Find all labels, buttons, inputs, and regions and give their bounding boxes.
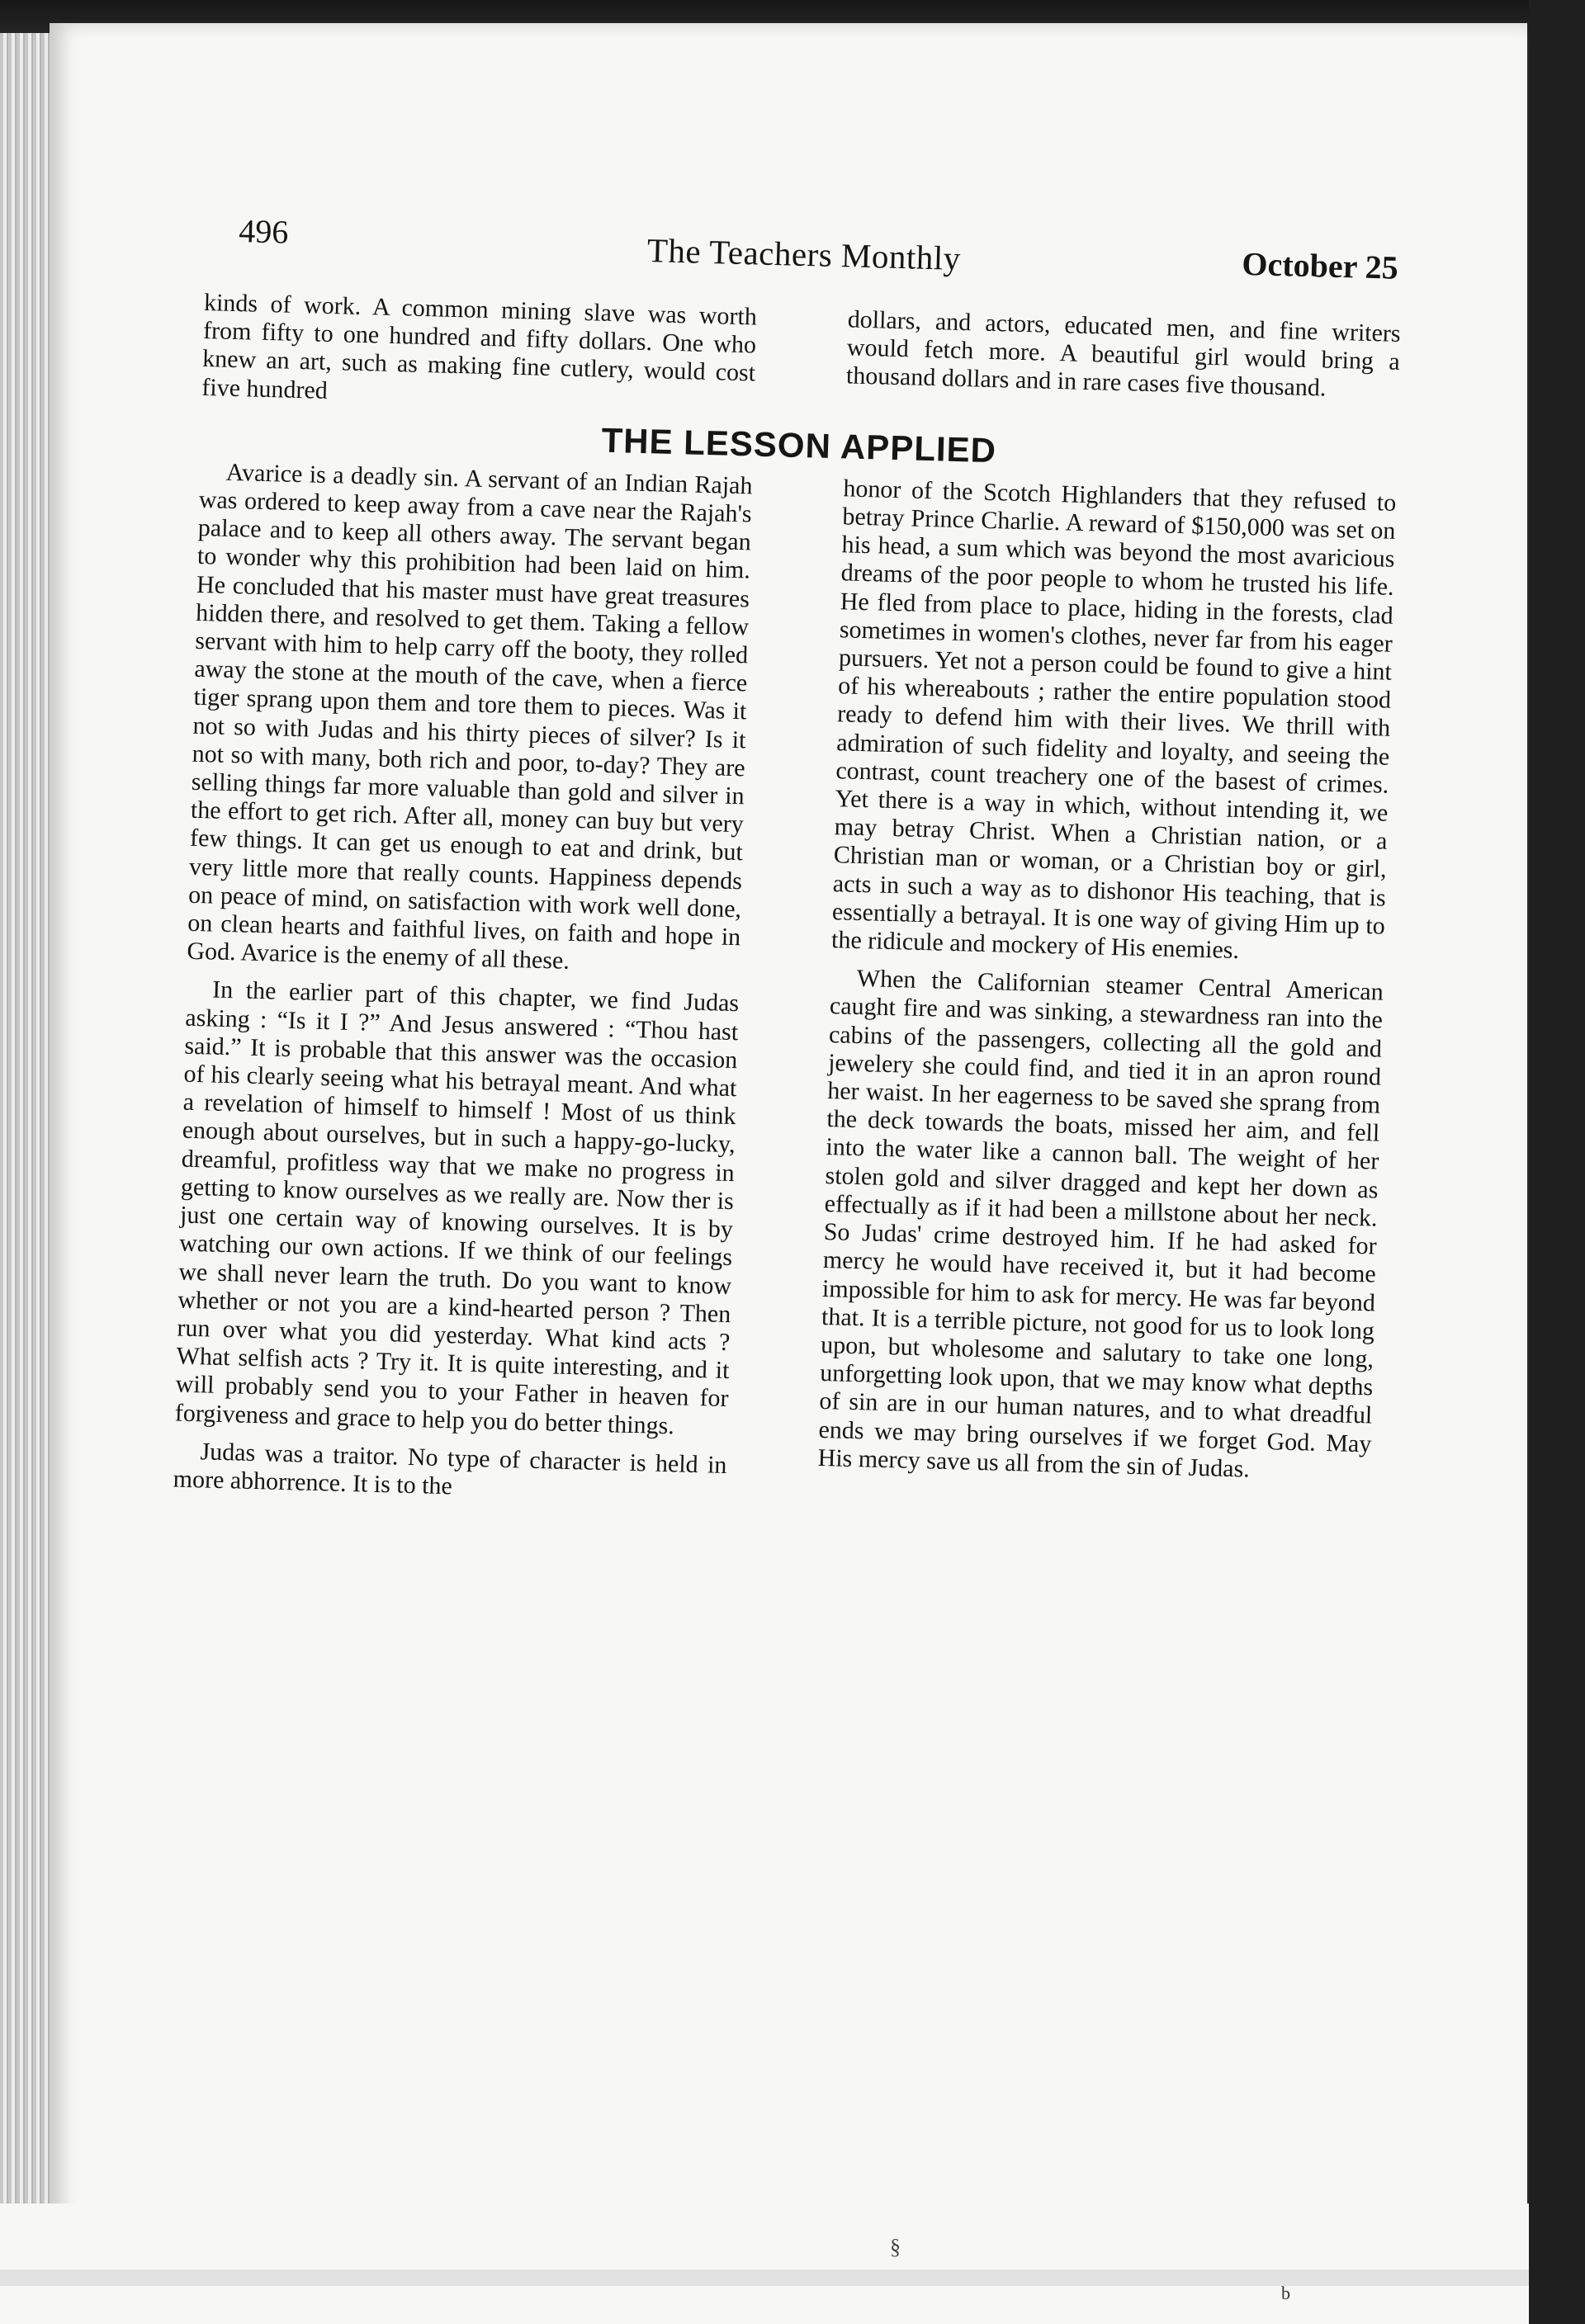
page-bottom-strip xyxy=(0,2204,1585,2324)
paragraph: Judas was a traitor. No type of character is held in more abhorrence. It is to the xyxy=(173,1438,727,1500)
paragraph: Avarice is a deadly sin. A servant of an Indian Rajah was ordered to keep away from a cave near the Rajah's palace and to keep all others away. The servant began to wonder why this prohibition had been laid on him. He concluded that his master must have great treasures hidden there, and resolved to get them. Taking a fellow servant with him to help carry off the booty, they rolled away the stone at the mouth of the cave, when a fierce tiger sprang upon them and tore them to pieces. Was it not so with Judas and his thirty pieces of silver? Is it not so with many, both rich and poor, to-day? They are selling things far more valuable than gold and silver in the effort to get rich. After all, money can buy but very few things. It can get us enough to eat and drink, but very little more that really counts. Happiness depends on peace of mind, on satisfaction with work well done, on clean hearts and faithful lives, on faith and hope in God. Avarice is the enemy of all these. xyxy=(187,458,753,975)
left-column xyxy=(173,458,753,1508)
page-content xyxy=(158,210,1403,2081)
paragraph: When the Californian steamer Central American caught fire and was sinking, a stewardness ran into the cabins of the passengers, collecting all the gold and jewelery she could find, and tied it in an apron round her waist. In her eagerness to be saved she sprang from the deck towards the boats, missed her aim, and fell into the water like a cannon ball. The weight of her stolen gold and silver dragged and kept her down as effectually as if it had been a millstone about her neck. So Judas' crime destroyed him. If he had asked for mercy he would have received it, but it had become impossible for him to ask for mercy. He was far beyond that. It is a terrible picture, not good for us to look long upon, but wholesome and salutary to take one long, unforgetting look upon, that we may know what depths of sin are in our human natures, and to what dreadful ends we may bring ourselves if we forget God. May His mercy save us all from the sin of Judas. xyxy=(817,965,1384,1483)
paragraph: In the earlier part of this chapter, we find Judas asking : “Is it I ?” And Jesus answered : “Thou hast said.” It is probable that this answer was the occasion of his clearly seeing what his betrayal meant. And what a revelation of himself to himself ! Most of us think enough about ourselves, but in such a happy-go-lucky, dreamful, profitless way that we make no progress in getting to know ourselves as we really are. Now ther is just one certain way of knowing ourselves. It is by watching our own actions. If we think of our feelings we shall never learn the truth. Do you want to know whether or not you are a kind-hearted person ? Then run over what you did yesterday. What kind acts ? What selfish acts ? Try it. It is quite interesting, and it will probably send you to your Father in heaven for forgiveness and grace to help you do better things. xyxy=(174,975,740,1439)
paragraph: honor of the Scotch Highlanders that they refused to betray Prince Charlie. A reward of $150,000 was set on his head, a sum which was beyond the most avaricious dreams of the poor people to whom he trusted his life. He fled from place to place, hiding in the forests, clad sometimes in women's clothes, never far from his eager pursuers. Yet not a person could be found to give a hint of his whereabouts ; rather the entire population stood ready to defend him with their lives. We thrill with admiration of such fidelity and loyalty, and seeing the contrast, count treachery one of the basest of crimes. Yet there is a way in which, without intending it, we may betray Christ. When a Christian nation, or a Christian man or woman, or a Christian boy or girl, acts in such a way as to dishonor His teaching, that is essentially a betrayal. It is one way of giving Him up to the ridicule and mockery of His enemies. xyxy=(830,475,1397,965)
section-heading: THE LESSON APPLIED xyxy=(601,420,997,470)
right-column xyxy=(816,475,1397,1524)
continuation-left-column xyxy=(201,289,757,416)
scan-border-right xyxy=(1529,0,1585,2324)
article-body xyxy=(173,458,1396,1525)
page-number: 496 xyxy=(238,212,289,251)
binding-mark: § xyxy=(890,2235,901,2259)
continuation-paragraph: kinds of work. A common mining slave was worth from fifty to one hundred and fifty dollars. One who knew an art, such as making fine cutlery, would cost five hundred xyxy=(201,288,758,404)
continuation-right-column xyxy=(845,305,1401,432)
issue-date: October 25 xyxy=(1241,244,1399,286)
corner-mark: b xyxy=(1281,2283,1290,2303)
journal-title: The Teachers Monthly xyxy=(646,231,962,277)
continuation-paragraph: dollars, and actors, educated men, and fine writers would fetch more. A beautiful girl would bring a thousand dollars and in rare cases five thousand. xyxy=(845,305,1402,402)
